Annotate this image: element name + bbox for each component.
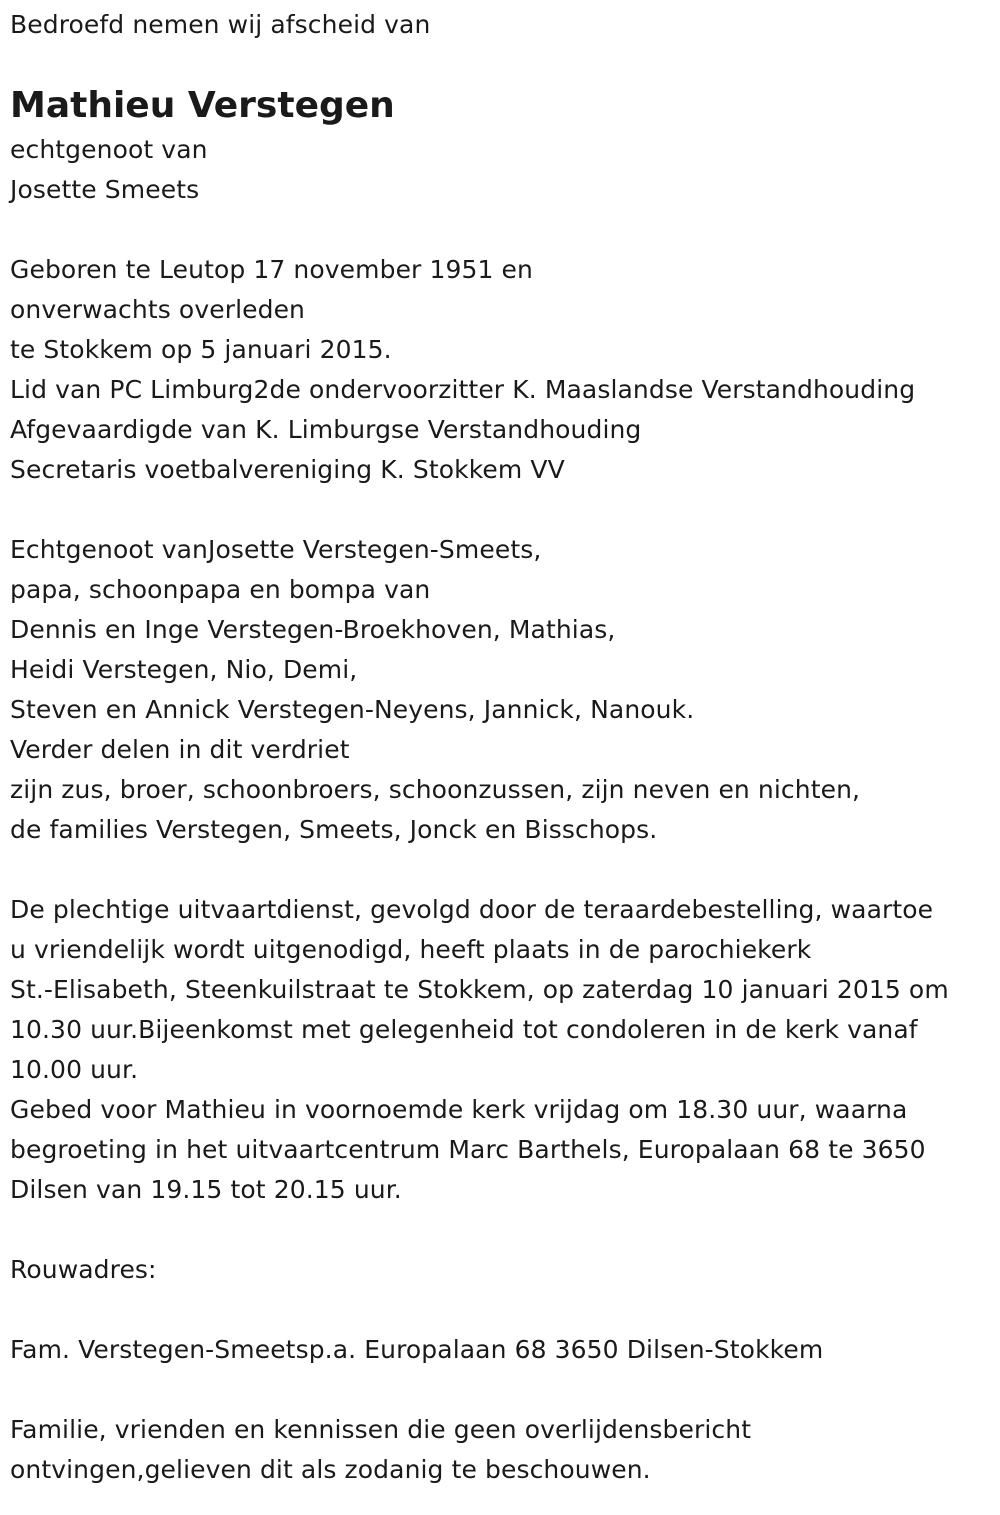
family-line: Heidi Verstegen, Nio, Demi, [10,655,358,684]
service-section [10,890,990,1210]
service-line: Dilsen van 19.15 tot 20.15 uur. [10,1175,402,1204]
closing-line: Familie, vrienden en kennissen die geen overlijdensbericht [10,1415,752,1444]
birth-death-line: Secretaris voetbalvereniging K. Stokkem VV [10,455,565,484]
spacer [10,210,990,250]
spacer [10,1370,990,1410]
mourning-address-label: Rouwadres: [10,1255,157,1284]
spacer [10,490,990,530]
service-line: u vriendelijk wordt uitgenodigd, heeft plaats in de parochiekerk [10,935,812,964]
service-line: St.-Elisabeth, Steenkuilstraat te Stokkem, op zaterdag 10 januari 2015 om [10,975,949,1004]
family-line: Echtgenoot vanJosette Verstegen-Smeets, [10,535,542,564]
service-line: 10.30 uur.Bijeenkomst met gelegenheid tot condoleren in de kerk vanaf [10,1015,918,1044]
family-line: zijn zus, broer, schoonbroers, schoonzussen, zijn neven en nichten, [10,775,861,804]
mourning-address: Fam. Verstegen-Smeetsp.a. Europalaan 68 3650 Dilsen-Stokkem [10,1335,824,1364]
deceased-name: Mathieu Verstegen [10,85,395,126]
family-line: Verder delen in dit verdriet [10,735,350,764]
birth-death-line: Afgevaardigde van K. Limburgse Verstandhouding [10,415,642,444]
closing-line: ontvingen,gelieven dit als zodanig te beschouwen. [10,1455,651,1484]
birth-death-line: Lid van PC Limburg2de ondervoorzitter K. Maaslandse Verstandhouding [10,375,916,404]
service-line: 10.00 uur. [10,1055,139,1084]
family-line: papa, schoonpapa en bompa van [10,575,431,604]
birth-death-section [10,250,990,490]
intro-text: Bedroefd nemen wij afscheid van [10,10,431,39]
birth-death-line: te Stokkem op 5 januari 2015. [10,335,392,364]
spacer [10,850,990,890]
family-line: de families Verstegen, Smeets, Jonck en Bisschops. [10,815,658,844]
service-line: begroeting in het uitvaartcentrum Marc Barthels, Europalaan 68 te 3650 [10,1135,926,1164]
service-line: De plechtige uitvaartdienst, gevolgd door de teraardebestelling, waartoe [10,895,934,924]
obituary-notice [0,5,1000,1515]
spacer [10,1290,990,1330]
service-line: Gebed voor Mathieu in voornoemde kerk vrijdag om 18.30 uur, waarna [10,1095,908,1124]
family-line: Steven en Annick Verstegen-Neyens, Jannick, Nanouk. [10,695,695,724]
spacer [10,1210,990,1250]
birth-death-line: Geboren te Leutop 17 november 1951 en [10,255,533,284]
spouse-label: echtgenoot van [10,135,208,164]
closing-section [10,1410,990,1490]
spouse-name: Josette Smeets [10,175,200,204]
family-line: Dennis en Inge Verstegen-Broekhoven, Mathias, [10,615,616,644]
birth-death-line: onverwachts overleden [10,295,305,324]
family-section [10,530,990,850]
